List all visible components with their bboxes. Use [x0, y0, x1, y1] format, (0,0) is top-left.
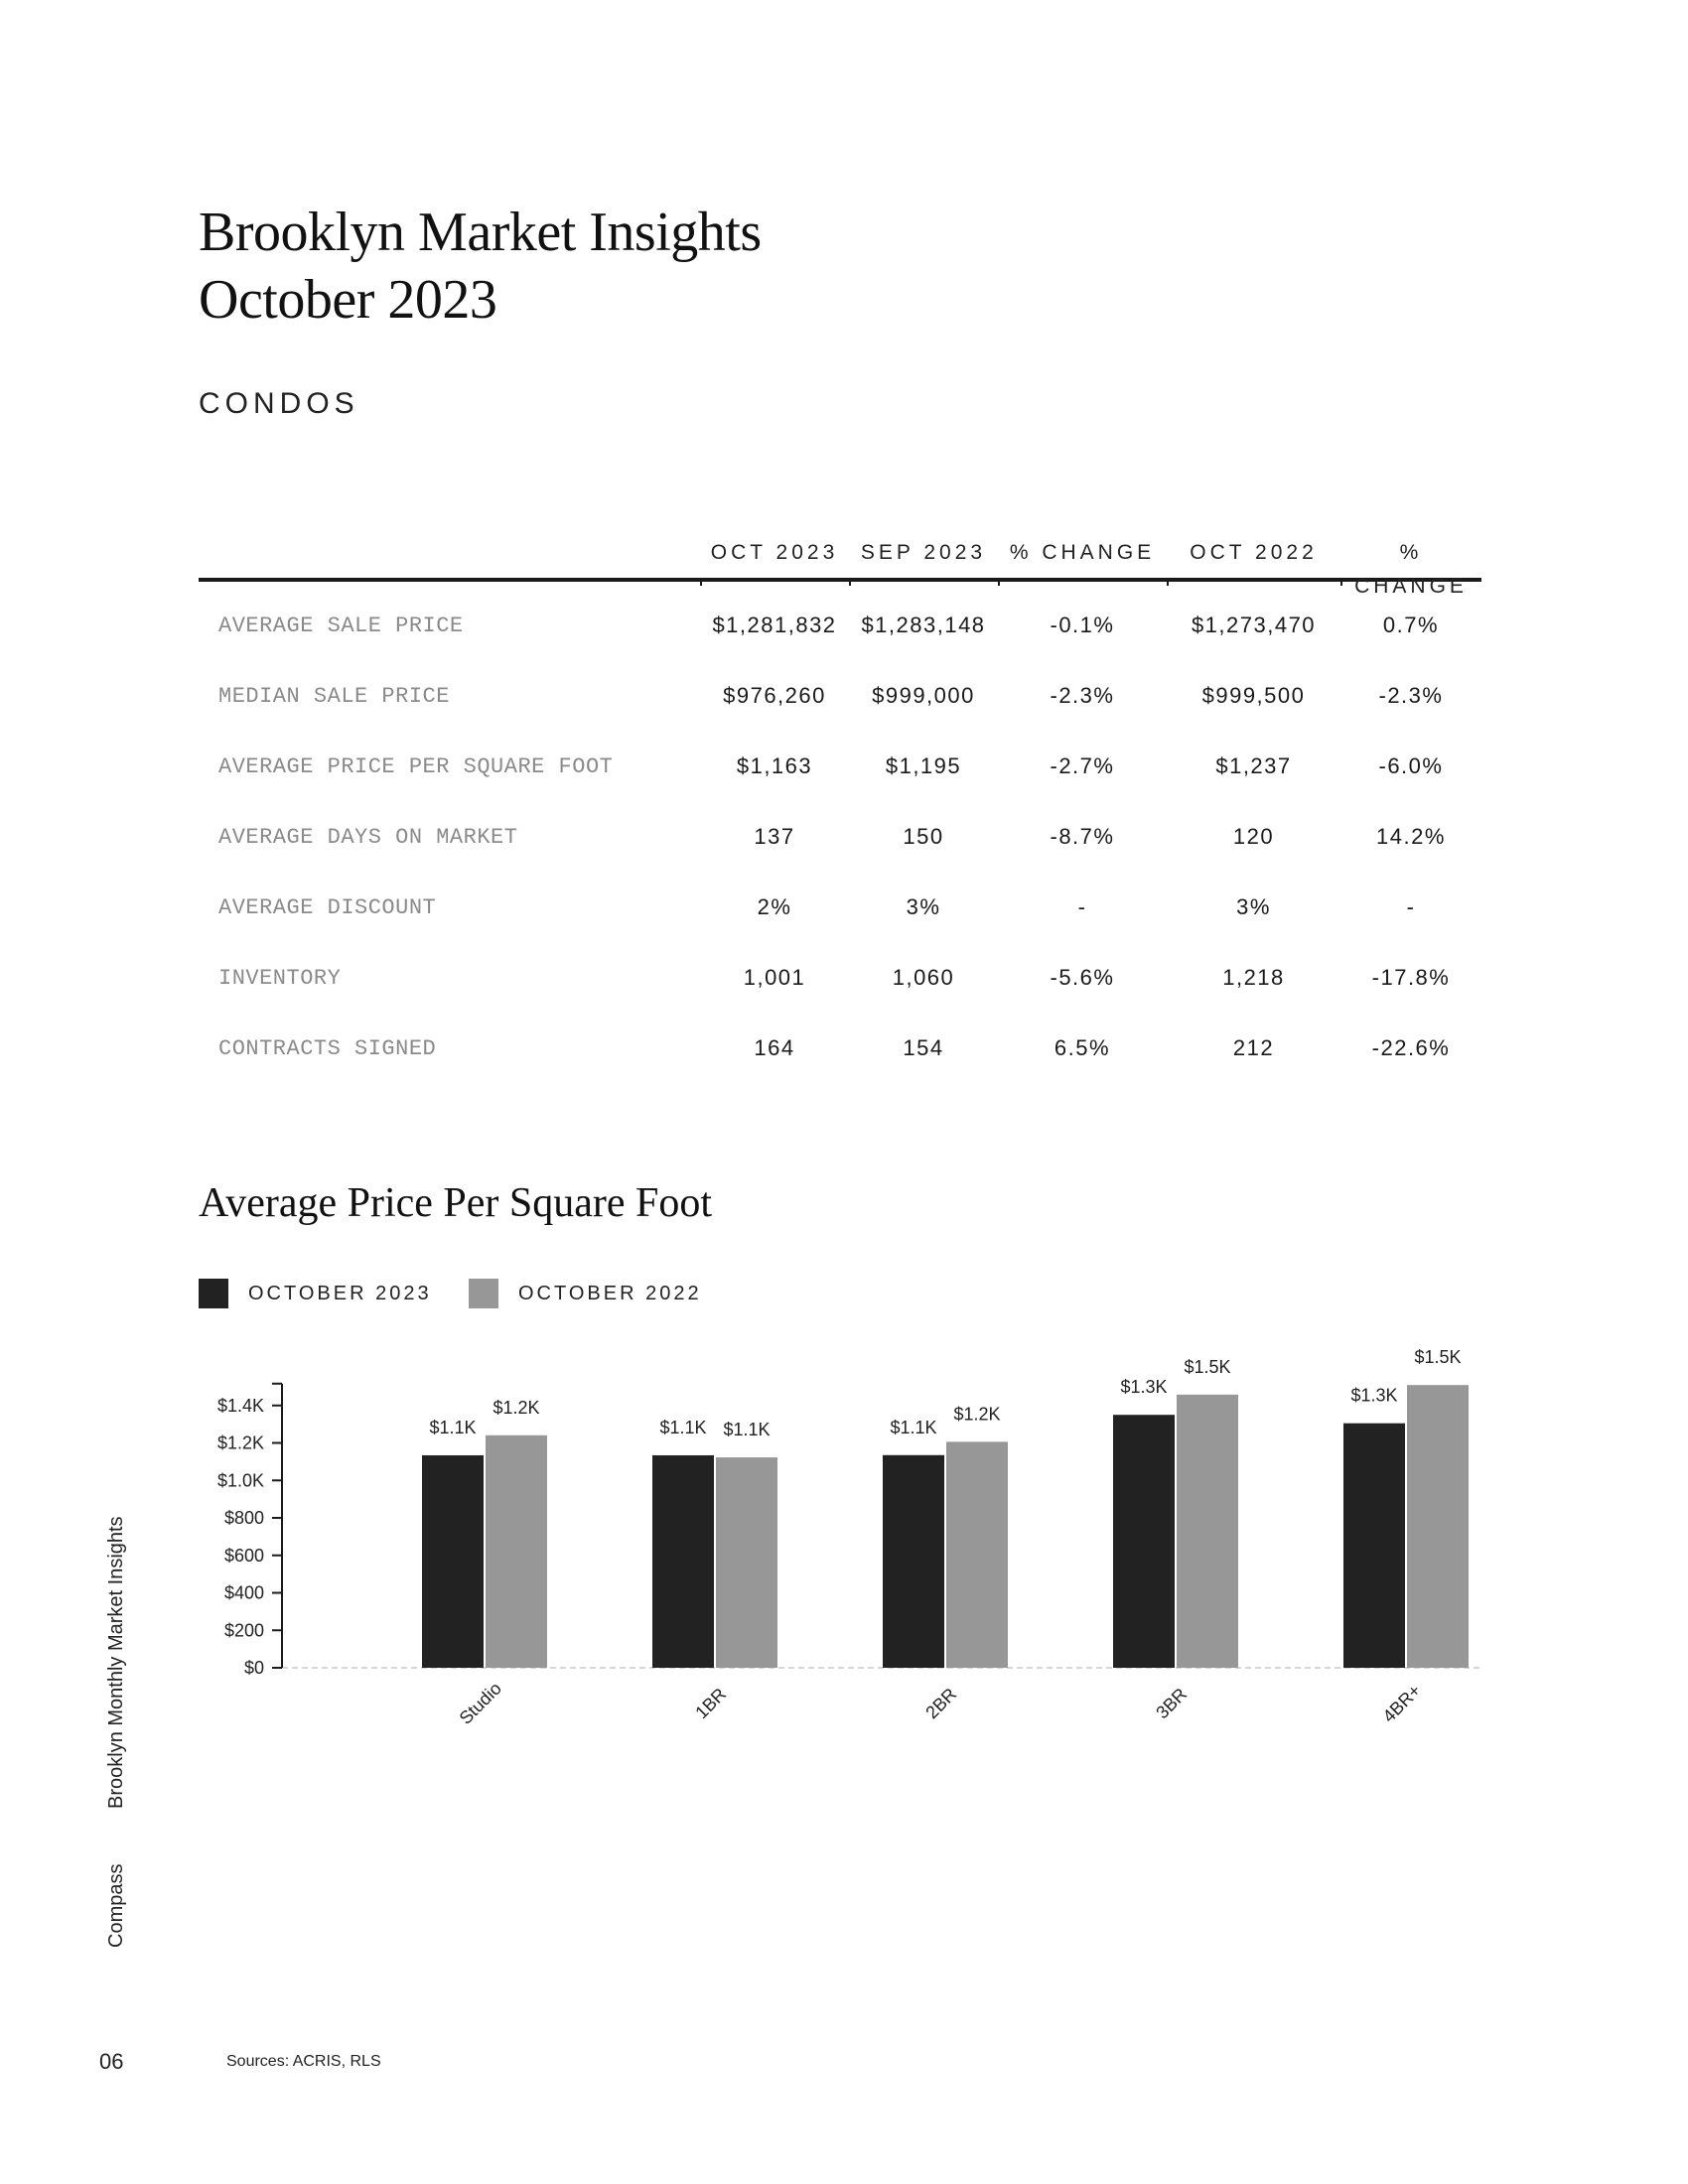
cell-value: -6.0%	[1378, 753, 1444, 778]
cell-value: 154	[903, 1035, 944, 1060]
page-number: 06	[99, 2049, 124, 2074]
table-row	[199, 1017, 1481, 1087]
col-header-oct-2023: OCT 2023	[710, 541, 839, 564]
bar	[1177, 1395, 1238, 1668]
table-row	[199, 735, 1481, 805]
bar	[1407, 1385, 1469, 1668]
title-line-1: Brooklyn Market Insights	[199, 202, 762, 263]
title-line-2: October 2023	[199, 269, 497, 331]
cell-value: -0.1%	[1050, 613, 1115, 637]
cell-value: 14.2%	[1376, 824, 1446, 849]
cell-value: $1,283,148	[861, 613, 986, 637]
table-header	[199, 536, 1481, 598]
cell-value: 0.7%	[1382, 613, 1440, 637]
side-title: Brooklyn Monthly Market Insights	[105, 1516, 127, 1809]
row-label: AVERAGE DISCOUNT	[218, 895, 437, 920]
cell-value: 3%	[906, 894, 941, 919]
cell-value: -22.6%	[1371, 1035, 1451, 1060]
bar-data-label: $1.1K	[429, 1417, 477, 1437]
x-category-label: 3BR	[1152, 1684, 1192, 1723]
cell-value: $1,273,470	[1191, 613, 1317, 637]
section-label: CONDOS	[199, 387, 359, 420]
cell-value: 164	[754, 1035, 795, 1060]
cell-value: 137	[754, 824, 795, 849]
cell-value: 212	[1232, 1035, 1275, 1060]
y-tick-label: $800	[223, 1508, 264, 1529]
cell-value: $1,195	[885, 753, 962, 778]
col-divider	[1340, 578, 1342, 586]
bar-chart	[199, 1330, 1499, 1747]
bar	[486, 1435, 547, 1668]
page-title	[199, 199, 762, 334]
bar-data-label: $1.5K	[1184, 1356, 1231, 1377]
bar-data-label: $1.3K	[1350, 1385, 1398, 1406]
legend-label: OCTOBER 2023	[248, 1283, 432, 1304]
cell-value: -2.7%	[1050, 753, 1115, 778]
bar-data-label: $1.3K	[1120, 1377, 1168, 1398]
col-divider	[998, 578, 1000, 586]
cell-value: -2.3%	[1378, 683, 1444, 708]
row-label: AVERAGE PRICE PER SQUARE FOOT	[218, 754, 614, 779]
col-header-change-yoy: % CHANGE	[1354, 541, 1468, 598]
col-header-sep-2023: SEP 2023	[860, 541, 987, 564]
bar	[422, 1455, 484, 1668]
table-row	[199, 876, 1481, 946]
cell-value: $1,163	[736, 753, 813, 778]
row-label: INVENTORY	[218, 966, 342, 991]
table-row	[199, 594, 1481, 664]
table-row	[199, 664, 1481, 735]
cell-value: 3%	[1236, 894, 1271, 919]
bar-data-label: $1.1K	[890, 1417, 937, 1437]
bar	[883, 1455, 944, 1668]
cell-value: 1,001	[743, 965, 806, 990]
cell-value: 1,060	[892, 965, 955, 990]
bar-data-label: $1.2K	[953, 1404, 1001, 1425]
x-category-label: 2BR	[921, 1684, 961, 1723]
y-tick-label: $600	[223, 1545, 264, 1566]
cell-value: $999,500	[1201, 683, 1306, 708]
sources-note: Sources: ACRIS, RLS	[226, 2053, 381, 2070]
y-tick-label: $400	[223, 1582, 264, 1603]
row-label: AVERAGE DAYS ON MARKET	[218, 825, 518, 850]
col-divider	[700, 578, 702, 586]
col-header-change-mom: % CHANGE	[1009, 541, 1156, 564]
x-category-label: 4BR+	[1378, 1680, 1425, 1726]
cell-value: -	[1077, 894, 1087, 919]
col-header-oct-2022: OCT 2022	[1190, 541, 1318, 564]
cell-value: $1,281,832	[712, 613, 837, 637]
y-tick-label: $1.0K	[216, 1470, 264, 1491]
col-divider	[849, 578, 851, 586]
legend-swatch	[469, 1279, 498, 1308]
cell-value: $999,000	[872, 683, 975, 708]
side-publisher: Compass	[105, 1863, 127, 1948]
y-tick-label: $1.4K	[216, 1395, 264, 1416]
bar	[716, 1457, 777, 1668]
x-category-label: 1BR	[691, 1684, 731, 1723]
y-tick-label: $200	[223, 1620, 264, 1641]
table-body	[199, 582, 1481, 1087]
chart-title: Average Price Per Square Foot	[199, 1180, 713, 1226]
legend-swatch	[199, 1279, 228, 1308]
bar	[1113, 1415, 1175, 1668]
bar-data-label: $1.1K	[659, 1417, 707, 1437]
cell-value: -17.8%	[1371, 965, 1451, 990]
y-tick-label: $0	[243, 1658, 264, 1678]
table-row	[199, 946, 1481, 1017]
cell-value: -8.7%	[1050, 824, 1115, 849]
table-row	[199, 805, 1481, 876]
legend-label: OCTOBER 2022	[518, 1283, 702, 1304]
cell-value: 2%	[757, 894, 792, 919]
cell-value: -5.6%	[1050, 965, 1115, 990]
cell-value: -	[1406, 894, 1416, 919]
cell-value: 6.5%	[1054, 1035, 1111, 1060]
y-tick-label: $1.2K	[216, 1433, 264, 1453]
row-label: CONTRACTS SIGNED	[218, 1036, 437, 1061]
cell-value: 1,218	[1222, 965, 1285, 990]
cell-value: $976,260	[723, 683, 826, 708]
bar-data-label: $1.2K	[492, 1397, 540, 1418]
col-divider	[1167, 578, 1169, 586]
row-label: MEDIAN SALE PRICE	[218, 684, 450, 709]
cell-value: -2.3%	[1050, 683, 1115, 708]
row-label: AVERAGE SALE PRICE	[218, 614, 464, 638]
x-category-label: Studio	[455, 1678, 505, 1728]
bar	[946, 1441, 1008, 1668]
cell-value: $1,237	[1215, 753, 1292, 778]
bar	[1343, 1424, 1405, 1668]
bar-data-label: $1.1K	[723, 1420, 771, 1440]
bar-data-label: $1.5K	[1414, 1347, 1462, 1368]
market-table	[199, 536, 1481, 1087]
cell-value: 120	[1232, 824, 1275, 849]
cell-value: 150	[903, 824, 944, 849]
bar	[652, 1455, 714, 1668]
